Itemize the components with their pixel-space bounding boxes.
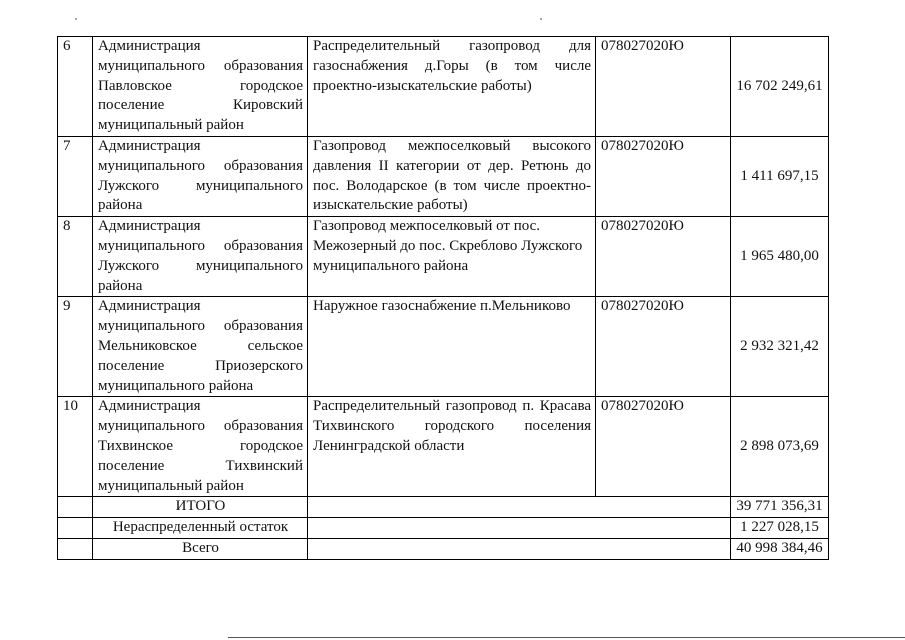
budget-code: 078027020Ю (601, 218, 684, 235)
object-cell (308, 217, 596, 297)
row-number-cell (58, 217, 93, 297)
object-line: изыскательские работы) (313, 197, 468, 214)
recipient-line: поселение Тихвинский (98, 457, 303, 474)
row-number: 10 (63, 398, 78, 415)
row-number: 8 (63, 218, 71, 235)
recipient-cell (93, 297, 308, 397)
amount-cell (731, 136, 829, 216)
recipient-line: муниципального образования (98, 318, 303, 335)
object-line: пос. Володарское (в том числе проектно- (313, 177, 591, 194)
recipient-line: района (98, 277, 143, 294)
recipient-line: Тихвинское городское (98, 437, 303, 454)
recipient-line: муниципальный район (98, 117, 244, 134)
empty-cell (58, 518, 93, 539)
budget-code-cell (596, 37, 731, 137)
recipient-line: поселение Кировский (98, 97, 303, 114)
scan-edge-line (228, 637, 905, 638)
object-line: давления II категории от дер. Ретюнь до (313, 157, 591, 174)
total-amount-cell (731, 518, 829, 539)
recipient-line: муниципального образования (98, 57, 303, 74)
amount-cell (731, 37, 829, 137)
amount-cell (731, 217, 829, 297)
row-number-cell (58, 297, 93, 397)
object-line: газоснабжения д.Горы (в том числе (313, 57, 591, 74)
object-line: Распределительный газопровод для (313, 38, 591, 54)
object-line: Наружное газоснабжение п.Мельниково (313, 298, 571, 315)
object-line: Ленинградской области (313, 437, 465, 454)
object-cell (308, 297, 596, 397)
empty-cell (308, 538, 731, 559)
recipient-line: Мельниковское сельское (98, 337, 303, 354)
table-row (58, 397, 829, 497)
recipient-line: района (98, 197, 143, 214)
recipient-line: Администрация (98, 298, 201, 315)
recipient-line: Павловское городское (98, 77, 303, 94)
allocation-table (57, 36, 829, 560)
empty-cell (58, 538, 93, 559)
budget-code: 078027020Ю (601, 298, 684, 315)
amount: 1 411 697,15 (740, 167, 819, 184)
amount-cell (731, 297, 829, 397)
amount: 1 965 480,00 (740, 247, 819, 264)
total-label-cell (93, 538, 308, 559)
total-label-cell (93, 518, 308, 539)
grand-total-row (58, 538, 829, 559)
amount: 2 898 073,69 (740, 437, 819, 454)
total-label: Нераспределенный остаток (112, 519, 289, 536)
total-amount-cell (731, 538, 829, 559)
total-label: Всего (182, 539, 219, 556)
empty-cell (308, 497, 731, 518)
recipient-line: муниципального образования (98, 237, 303, 254)
budget-code: 078027020Ю (601, 137, 684, 154)
budget-code-cell (596, 217, 731, 297)
total-label: ИТОГО (175, 498, 226, 515)
table-row (58, 37, 829, 137)
table-row (58, 297, 829, 397)
recipient-line: поселение Приозерского (98, 357, 303, 374)
budget-code: 078027020Ю (601, 38, 684, 54)
object-line: Газопровод межпоселковый от пос. (313, 218, 541, 235)
recipient-line: муниципального образования (98, 157, 303, 174)
budget-code-cell (596, 297, 731, 397)
recipient-cell (93, 136, 308, 216)
row-number: 6 (63, 38, 71, 54)
object-line: Тихвинского городского поселения (313, 418, 591, 435)
total-amount: 1 227 028,15 (740, 519, 819, 536)
recipient-line: муниципальный район (98, 477, 244, 494)
object-cell (308, 136, 596, 216)
budget-code: 078027020Ю (601, 398, 684, 415)
recipient-cell (93, 217, 308, 297)
recipient-line: муниципального района (98, 377, 254, 394)
amount-cell (731, 397, 829, 497)
object-line: проектно-изыскательские работы) (313, 77, 532, 94)
recipient-cell (93, 397, 308, 497)
budget-code-cell (596, 397, 731, 497)
recipient-line: Администрация (98, 398, 201, 415)
recipient-line: Администрация (98, 218, 201, 235)
unallocated-row (58, 518, 829, 539)
row-number: 9 (63, 298, 71, 315)
object-cell (308, 37, 596, 137)
total-amount-cell (731, 497, 829, 518)
empty-cell (58, 497, 93, 518)
object-line: Межозерный до пос. Скреблово Лужского (313, 237, 583, 254)
total-label-cell (93, 497, 308, 518)
recipient-line: Лужского муниципального (98, 257, 303, 274)
scan-speck (75, 18, 77, 20)
amount: 2 932 321,42 (740, 337, 819, 354)
recipient-line: муниципального образования (98, 418, 303, 435)
row-number-cell (58, 37, 93, 137)
row-number-cell (58, 136, 93, 216)
object-line: Распределительный газопровод п. Красава (313, 398, 591, 415)
row-number: 7 (63, 137, 71, 154)
amount: 16 702 249,61 (736, 77, 823, 94)
scan-speck (540, 18, 542, 20)
row-number-cell (58, 397, 93, 497)
budget-code-cell (596, 136, 731, 216)
table-row (58, 136, 829, 216)
object-line: Газопровод межпоселковый высокого (313, 137, 591, 154)
empty-cell (308, 518, 731, 539)
recipient-cell (93, 37, 308, 137)
total-amount: 40 998 384,46 (736, 539, 823, 556)
recipient-line: Администрация (98, 137, 201, 154)
total-row (58, 497, 829, 518)
table-row (58, 217, 829, 297)
recipient-line: Лужского муниципального (98, 177, 303, 194)
total-amount: 39 771 356,31 (736, 498, 823, 515)
recipient-line: Администрация (98, 38, 201, 54)
object-cell (308, 397, 596, 497)
object-line: муниципального района (313, 257, 469, 274)
